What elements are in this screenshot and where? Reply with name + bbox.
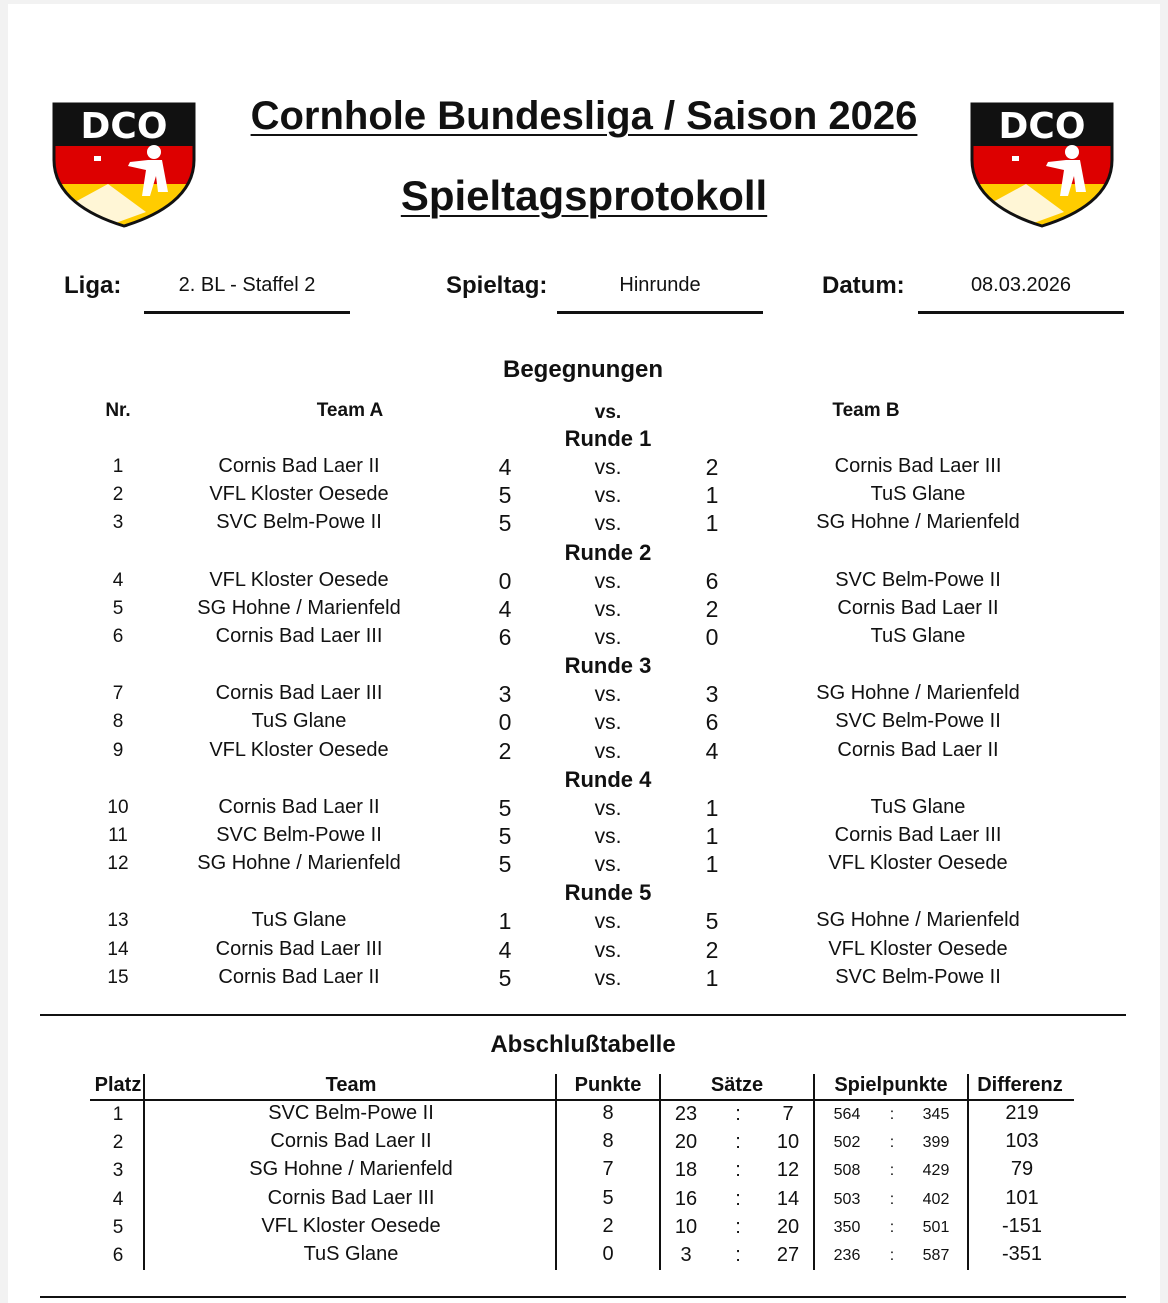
th-punkte: Punkte bbox=[574, 1074, 642, 1096]
table-vline bbox=[813, 1074, 815, 1270]
standings-team: SG Hohne / Marienfeld bbox=[249, 1158, 453, 1181]
match-score-b: 3 bbox=[705, 681, 719, 708]
match-team-b: Cornis Bad Laer II bbox=[837, 596, 999, 619]
match-vs: vs. bbox=[594, 938, 622, 962]
match-score-b: 6 bbox=[705, 567, 719, 594]
standings-spielpunkte-sep: : bbox=[889, 1106, 895, 1123]
match-vs: vs. bbox=[594, 739, 622, 763]
standings-punkte: 7 bbox=[602, 1158, 614, 1181]
standings-spielpunkte-for: 236 bbox=[833, 1247, 861, 1264]
match-team-a: Cornis Bad Laer III bbox=[215, 682, 383, 705]
match-score-a: 5 bbox=[498, 482, 512, 509]
match-team-b: VFL Kloster Oesede bbox=[828, 937, 1008, 960]
match-team-a: VFL Kloster Oesede bbox=[209, 483, 389, 506]
match-vs: vs. bbox=[594, 683, 622, 707]
datum-value: 08.03.2026 bbox=[970, 274, 1072, 296]
match-nr: 7 bbox=[112, 683, 124, 705]
spieltag-underline bbox=[557, 311, 763, 314]
document-subtitle: Spieltagsprotokoll bbox=[400, 172, 768, 219]
standings-spielpunkte-against: 501 bbox=[922, 1218, 950, 1236]
round-label: Runde 5 bbox=[564, 880, 652, 906]
match-nr: 2 bbox=[112, 484, 124, 506]
round-label: Runde 1 bbox=[564, 426, 652, 451]
match-vs: vs. bbox=[594, 711, 622, 735]
match-vs: vs. bbox=[594, 626, 622, 649]
standings-saetze-against: 27 bbox=[776, 1244, 800, 1266]
match-score-b: 1 bbox=[705, 510, 719, 537]
match-score-a: 4 bbox=[498, 936, 512, 963]
match-score-b: 6 bbox=[705, 709, 719, 736]
match-team-b: SG Hohne / Marienfeld bbox=[816, 682, 1020, 705]
th-spielpunkte: Spielpunkte bbox=[834, 1074, 948, 1096]
standings-saetze-against: 7 bbox=[782, 1103, 794, 1125]
match-score-a: 6 bbox=[498, 624, 512, 650]
standings-saetze-against: 20 bbox=[776, 1215, 800, 1238]
datum-label: Datum: bbox=[822, 272, 905, 299]
standings-spielpunkte-sep: : bbox=[889, 1190, 895, 1208]
standings-platz: 1 bbox=[112, 1104, 124, 1125]
match-team-b: TuS Glane bbox=[870, 625, 966, 647]
standings-saetze-against: 10 bbox=[776, 1131, 800, 1154]
standings-spielpunkte-for: 508 bbox=[833, 1162, 861, 1180]
match-nr: 10 bbox=[107, 796, 129, 818]
spieltag-value: Hinrunde bbox=[619, 274, 701, 296]
match-score-b: 2 bbox=[705, 595, 719, 622]
standings-spielpunkte-sep: : bbox=[889, 1134, 895, 1152]
table-vline bbox=[967, 1074, 969, 1270]
standings-saetze-sep: : bbox=[735, 1244, 741, 1266]
match-score-a: 5 bbox=[498, 823, 512, 849]
match-team-b: SVC Belm-Powe II bbox=[835, 965, 1001, 988]
match-team-b: Cornis Bad Laer III bbox=[834, 455, 1002, 477]
standings-spielpunkte-against: 429 bbox=[922, 1162, 950, 1180]
liga-label: Liga: bbox=[64, 272, 122, 299]
standings-spielpunkte-sep: : bbox=[889, 1162, 895, 1180]
match-score-b: 1 bbox=[705, 964, 719, 991]
standings-spielpunkte-against: 402 bbox=[922, 1190, 950, 1208]
match-score-a: 4 bbox=[498, 595, 512, 622]
standings-team: VFL Kloster Oesede bbox=[261, 1214, 441, 1237]
col-nr: Nr. bbox=[105, 400, 131, 421]
match-nr: 15 bbox=[107, 966, 129, 988]
liga-value: 2. BL - Staffel 2 bbox=[178, 274, 316, 296]
match-score-b: 2 bbox=[705, 454, 719, 480]
standings-spielpunkte-for: 350 bbox=[833, 1218, 861, 1236]
standings-differenz: 79 bbox=[1010, 1158, 1034, 1181]
match-score-a: 5 bbox=[498, 964, 512, 991]
standings-punkte: 8 bbox=[602, 1102, 614, 1124]
match-vs: vs. bbox=[594, 910, 622, 934]
match-score-a: 2 bbox=[498, 737, 512, 764]
standings-saetze-for: 3 bbox=[680, 1244, 692, 1266]
section-divider bbox=[40, 1014, 1126, 1016]
match-team-a: Cornis Bad Laer II bbox=[218, 965, 380, 988]
match-nr: 8 bbox=[112, 711, 124, 733]
standings-punkte: 2 bbox=[602, 1214, 614, 1237]
match-nr: 3 bbox=[112, 512, 124, 534]
col-team-b: Team B bbox=[832, 400, 900, 421]
standings-saetze-sep: : bbox=[735, 1187, 741, 1210]
datum-underline bbox=[918, 311, 1124, 314]
match-nr: 6 bbox=[112, 626, 124, 647]
match-nr: 14 bbox=[107, 938, 129, 960]
logo-text: DCO bbox=[80, 106, 168, 147]
match-team-a: TuS Glane bbox=[251, 710, 347, 733]
match-team-a: Cornis Bad Laer III bbox=[215, 625, 383, 647]
match-team-a: SVC Belm-Powe II bbox=[216, 824, 382, 846]
standings-differenz: -151 bbox=[1001, 1214, 1043, 1237]
standings-team: TuS Glane bbox=[303, 1243, 399, 1265]
match-score-a: 5 bbox=[498, 851, 512, 878]
match-vs: vs. bbox=[594, 966, 622, 990]
match-nr: 9 bbox=[112, 739, 124, 761]
round-label: Runde 4 bbox=[564, 766, 652, 792]
match-team-a: Cornis Bad Laer III bbox=[215, 937, 383, 960]
standings-saetze-for: 16 bbox=[674, 1187, 698, 1210]
standings-punkte: 0 bbox=[602, 1243, 614, 1265]
match-vs: vs. bbox=[594, 597, 622, 621]
bottom-divider bbox=[40, 1296, 1126, 1298]
standings-platz: 6 bbox=[112, 1245, 124, 1266]
round-label: Runde 2 bbox=[564, 539, 652, 565]
standings-saetze-for: 18 bbox=[674, 1159, 698, 1182]
match-team-a: SG Hohne / Marienfeld bbox=[197, 852, 401, 875]
standings-team: Cornis Bad Laer II bbox=[270, 1130, 432, 1153]
match-score-b: 1 bbox=[705, 794, 719, 821]
matches-title: Begegnungen bbox=[503, 356, 663, 383]
match-team-b: VFL Kloster Oesede bbox=[828, 852, 1008, 875]
standings-platz: 4 bbox=[112, 1188, 124, 1210]
standings-platz: 5 bbox=[112, 1216, 124, 1238]
match-team-a: Cornis Bad Laer II bbox=[218, 795, 380, 818]
match-vs: vs. bbox=[594, 484, 622, 508]
logo-text: DCO bbox=[998, 106, 1086, 147]
standings-saetze-against: 14 bbox=[776, 1187, 800, 1210]
standings-spielpunkte-sep: : bbox=[889, 1218, 895, 1236]
standings-team: SVC Belm-Powe II bbox=[268, 1102, 434, 1124]
standings-saetze-sep: : bbox=[735, 1103, 741, 1125]
th-platz: Platz bbox=[94, 1074, 142, 1096]
match-nr: 1 bbox=[112, 456, 124, 477]
match-nr: 12 bbox=[107, 853, 129, 875]
match-score-a: 1 bbox=[498, 908, 512, 935]
match-team-a: VFL Kloster Oesede bbox=[209, 738, 389, 761]
liga-underline bbox=[144, 311, 350, 314]
match-score-a: 3 bbox=[498, 681, 512, 708]
match-vs: vs. bbox=[594, 456, 622, 479]
match-team-a: SG Hohne / Marienfeld bbox=[197, 596, 401, 619]
standings-differenz: 101 bbox=[1005, 1186, 1039, 1209]
match-vs: vs. bbox=[594, 825, 622, 848]
match-team-b: Cornis Bad Laer II bbox=[837, 738, 999, 761]
round-label: Runde 3 bbox=[564, 653, 652, 679]
match-nr: 5 bbox=[112, 597, 124, 619]
spieltag-label: Spieltag: bbox=[446, 272, 548, 299]
th-saetze: Sätze bbox=[710, 1074, 764, 1096]
standings-saetze-sep: : bbox=[735, 1215, 741, 1238]
match-score-b: 2 bbox=[705, 936, 719, 963]
match-score-b: 5 bbox=[705, 908, 719, 935]
standings-differenz: -351 bbox=[1001, 1243, 1043, 1265]
standings-title: Abschlußtabelle bbox=[490, 1031, 676, 1058]
document-title: Cornhole Bundesliga / Saison 2026 bbox=[250, 94, 918, 138]
match-score-b: 4 bbox=[705, 737, 719, 764]
match-team-b: Cornis Bad Laer III bbox=[834, 824, 1002, 846]
match-team-a: Cornis Bad Laer II bbox=[218, 455, 380, 477]
standings-differenz: 219 bbox=[1005, 1102, 1039, 1124]
standings-team: Cornis Bad Laer III bbox=[267, 1186, 435, 1209]
standings-spielpunkte-sep: : bbox=[889, 1247, 895, 1264]
match-team-b: SG Hohne / Marienfeld bbox=[816, 511, 1020, 534]
standings-platz: 2 bbox=[112, 1132, 124, 1154]
standings-saetze-for: 20 bbox=[674, 1131, 698, 1154]
standings-saetze-for: 23 bbox=[674, 1103, 698, 1125]
standings-spielpunkte-against: 399 bbox=[922, 1134, 950, 1152]
standings-punkte: 8 bbox=[602, 1130, 614, 1153]
match-score-b: 0 bbox=[705, 624, 719, 650]
match-score-a: 0 bbox=[498, 709, 512, 736]
match-nr: 13 bbox=[107, 910, 129, 932]
standings-saetze-for: 10 bbox=[674, 1215, 698, 1238]
standings-spielpunkte-against: 345 bbox=[922, 1106, 950, 1123]
table-header-rule bbox=[90, 1099, 1074, 1101]
standings-spielpunkte-for: 503 bbox=[833, 1190, 861, 1208]
standings-differenz: 103 bbox=[1005, 1130, 1039, 1153]
th-team: Team bbox=[325, 1074, 377, 1096]
match-team-b: SVC Belm-Powe II bbox=[835, 710, 1001, 733]
match-score-a: 5 bbox=[498, 794, 512, 821]
standings-saetze-sep: : bbox=[735, 1131, 741, 1154]
match-team-a: VFL Kloster Oesede bbox=[209, 568, 389, 591]
match-score-b: 1 bbox=[705, 823, 719, 849]
match-score-a: 0 bbox=[498, 567, 512, 594]
standings-platz: 3 bbox=[112, 1160, 124, 1182]
match-team-b: SVC Belm-Powe II bbox=[835, 568, 1001, 591]
match-vs: vs. bbox=[594, 569, 622, 593]
match-team-a: SVC Belm-Powe II bbox=[216, 511, 382, 534]
standings-spielpunkte-for: 502 bbox=[833, 1134, 861, 1152]
standings-punkte: 5 bbox=[602, 1186, 614, 1209]
standings-saetze-sep: : bbox=[735, 1159, 741, 1182]
match-score-a: 5 bbox=[498, 510, 512, 537]
col-vs: vs. bbox=[594, 402, 622, 423]
match-score-b: 1 bbox=[705, 851, 719, 878]
col-team-a: Team A bbox=[316, 400, 384, 421]
match-nr: 11 bbox=[108, 825, 128, 846]
match-team-b: TuS Glane bbox=[870, 483, 966, 506]
match-vs: vs. bbox=[594, 853, 622, 877]
match-score-b: 1 bbox=[705, 482, 719, 509]
match-team-b: TuS Glane bbox=[870, 795, 966, 818]
match-team-b: SG Hohne / Marienfeld bbox=[816, 909, 1020, 932]
th-differenz: Differenz bbox=[977, 1074, 1063, 1096]
match-score-a: 4 bbox=[498, 454, 512, 480]
match-nr: 4 bbox=[112, 569, 124, 591]
standings-spielpunkte-against: 587 bbox=[922, 1247, 950, 1264]
match-vs: vs. bbox=[594, 512, 622, 536]
standings-saetze-against: 12 bbox=[776, 1159, 800, 1182]
match-team-a: TuS Glane bbox=[251, 909, 347, 932]
standings-spielpunkte-for: 564 bbox=[833, 1106, 861, 1123]
match-vs: vs. bbox=[594, 796, 622, 820]
